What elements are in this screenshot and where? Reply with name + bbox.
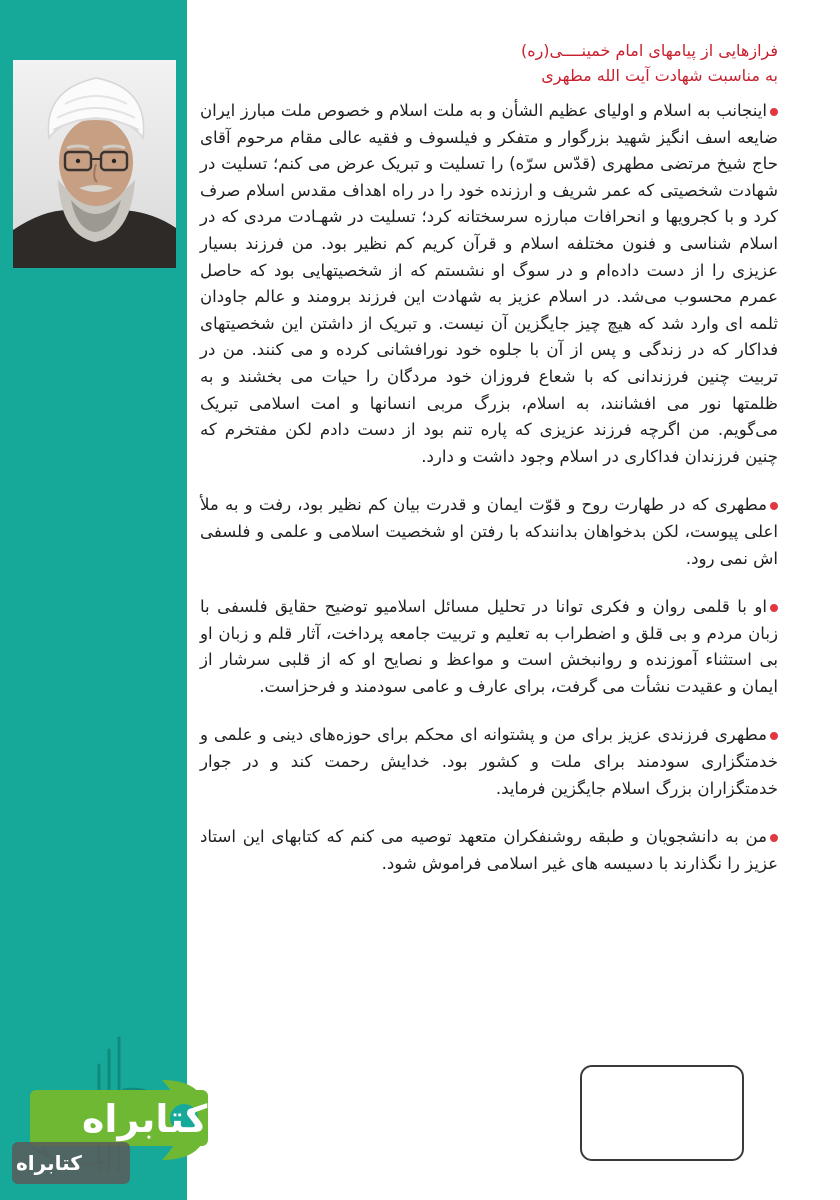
portrait-photo <box>13 60 176 268</box>
paragraph <box>200 824 778 877</box>
teal-sidebar <box>0 0 208 1200</box>
paragraph-text: مطهری که در طهارت روح و قوّت ایمان و قدرت بیان کم نظیر بود، رفت و به ملأ اعلی پیوست، لکن بدخواهان بدانندکه با رفتن او شخصیت اسلامی و علمی و فلسفی اش نمی رود. <box>200 495 778 568</box>
header-subtitle: به مناسبت شهادت آیت الله مطهری <box>541 66 778 85</box>
logo-main-text: کتابراه <box>82 1097 208 1141</box>
ketabrah-logo <box>12 1072 212 1187</box>
paragraph <box>200 492 778 572</box>
paragraph-text: مطهری فرزندی عزیز برای من و پشتوانه ای محکم برای حوزه‌های دینی و علمی و خدمتگزاری سودمند برای ملت و کشور بود. خدایش رحمت کند و در جوار خدمتگزاران بزرگ اسلام جایگزین فرماید. <box>200 725 778 798</box>
text-column <box>200 38 778 877</box>
bullet-icon <box>770 834 778 842</box>
bullet-icon <box>770 732 778 740</box>
paragraph-text: او با قلمی روان و فکری توانا در تحلیل مسائل اسلامیو توضیح حقایق فلسفی با زبان مردم و بی قلق و اضطراب به تعلیم و تربیت جامعه پرداخت، آثار قلم و زبان او بی استثناء آموزنده و روانبخش است و مواعظ و نصایح او که از قلبی سرشار از ایمان و عقیدت نشأت می گرفت، برای عارف و عامی سودمند و فرحزاست. <box>200 597 778 696</box>
portrait-illustration <box>13 60 176 268</box>
header-title: فرازهایی از پیامهای امام خمینــــی(ره) <box>520 41 778 60</box>
paragraph <box>200 98 778 470</box>
paragraph <box>200 594 778 700</box>
bullet-icon <box>770 108 778 116</box>
bullet-icon <box>770 604 778 612</box>
paragraph-text: من به دانشجویان و طبقه روشنفکران متعهد توصیه می کنم که کتابهای این استاد عزیز را نگذارند با دسیسه های غیر اسلامی فراموش شود. <box>200 827 778 873</box>
bullet-icon <box>770 502 778 510</box>
logo-sub-text: کتابراه <box>16 1151 82 1175</box>
paragraph <box>200 722 778 802</box>
paragraph-text: اینجانب به اسلام و اولیای عظیم الشأن و به ملت اسلام و خصوص ملت مبارز ایران ضایعه اسف انگیز شهید بزرگوار و متفکر و فیلسوف و فقیه عالی مقام مرحوم آقای حاج شیخ مرتضی مطهری (قدّس سرّه) را تسلیت و تبریک عرض می کنم؛ تسلیت در شهادت شخصیتی که عمر شریف و ارزنده خود را در راه اهداف مقدس اسلام صرف کرد و با کجرویها و انحرافات مبارزه سرسختانه کرد؛ تسلیت در شهـادت مردی که در اسلام شناسی و فنون مختلفه اسلام و قرآن کریم کم نظیر بود. من فرزند بسیار عزیزی را از دست داده‌ام و در سوگ او نشستم که از شخصیتهایی بود که حاصل عمرم محسوب می‌شد. در اسلام عزیز به شهادت این فرزند برومند و عالم جاودان ثلمه ای وارد شد که هیچ چیز جایگزین آن نیست. و تبریک از داشتن این شخصیتهای فداکار که در زندگی و پس از آن با جلوه خود نورافشانی کرده و می کنند. من در تربیت چنین فرزندانی که با شعاع فروزان خود مردگان را حیات می بخشند و به ظلمتها نور می افشانند، به اسلام، بزرگ مربی انسانها و امت اسلامی تبریک می‌گویم. من اگرچه فرزند عزیزی که پاره تنم بود از دست دادم لکن مفتخرم که چنین فرزندان فداکاری در اسلام وجود داشت و دارد. <box>200 101 778 466</box>
barcode-box <box>580 1065 744 1161</box>
